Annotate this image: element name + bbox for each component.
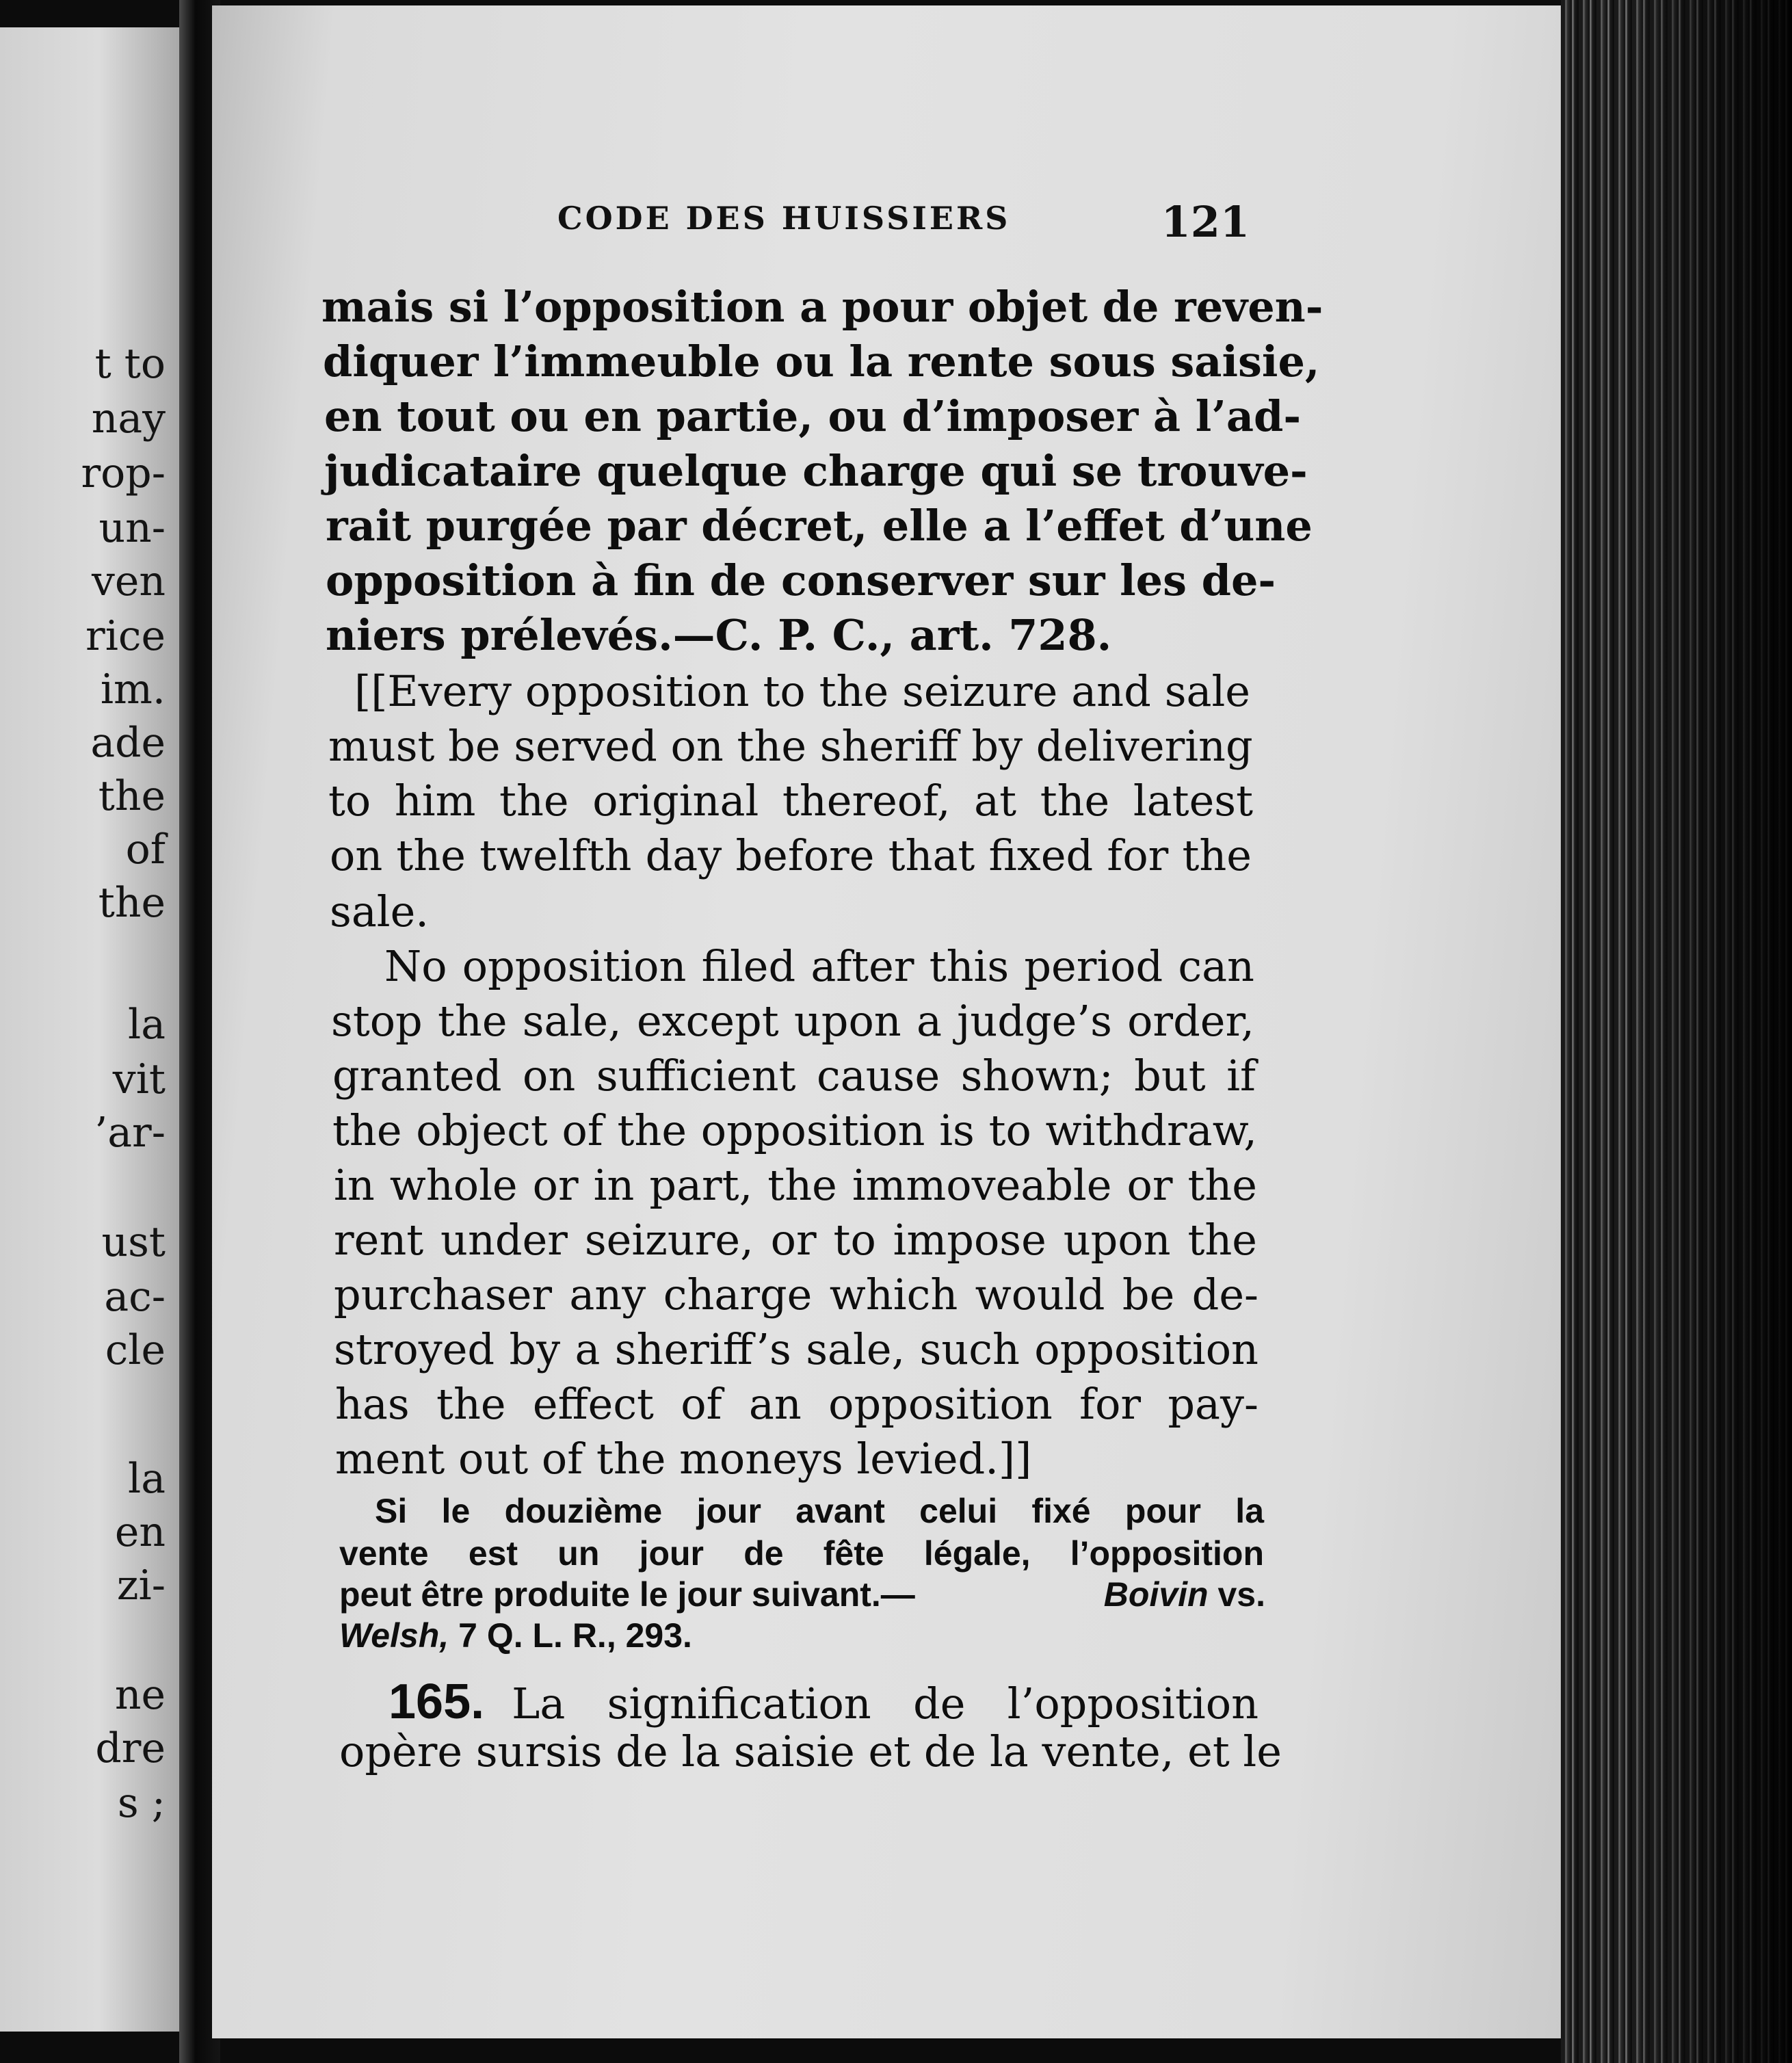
- note-line: [339, 1577, 1265, 1612]
- text-line: stroyed by a sheriff’s sale, such opposition: [334, 1324, 1259, 1374]
- note-text: peut être produite le jour suivant.—: [339, 1575, 915, 1614]
- case-name: Boivin: [1103, 1575, 1209, 1614]
- text-line: to him the original thereof, at the latest: [328, 776, 1253, 826]
- left-line: s ;: [117, 1779, 166, 1827]
- text-line: purchaser any charge which would be de-: [334, 1270, 1259, 1319]
- left-line: t to: [94, 340, 166, 388]
- left-line: nay: [91, 395, 166, 443]
- text-line: [[Every opposition to the seizure and sale: [354, 666, 1250, 716]
- text-line: No opposition filed after this period can: [384, 941, 1254, 991]
- note-citation: [1104, 1577, 1265, 1612]
- left-line: zi-: [116, 1562, 166, 1609]
- text-line: opère sursis de la saisie et de la vente, et le: [339, 1726, 1282, 1776]
- text-line: granted on sufficient cause shown; but if: [332, 1051, 1256, 1101]
- text-line: mais si l’opposition a pour objet de reven-: [321, 282, 1323, 332]
- left-line: ne: [114, 1671, 166, 1719]
- text-line: judicataire quelque charge qui se trouve-: [324, 446, 1308, 496]
- left-line: of: [125, 826, 166, 873]
- left-line: vit: [112, 1055, 166, 1103]
- left-line: im.: [100, 666, 166, 713]
- left-line: rice: [85, 612, 166, 660]
- left-line: rop-: [81, 449, 166, 497]
- page-number: 121: [1161, 197, 1250, 247]
- text-line: the object of the opposition is to withdraw,: [332, 1105, 1257, 1155]
- text-line: sale.: [330, 886, 430, 936]
- note-line: Si le douzième jour avant celui fixé pour la: [375, 1492, 1264, 1530]
- left-line: ’ar-: [94, 1109, 166, 1157]
- text-line: opposition à fin de conserver sur les de-: [326, 555, 1276, 605]
- left-line: the: [98, 879, 166, 927]
- left-line: ust: [101, 1218, 166, 1266]
- left-line: la: [128, 1001, 166, 1049]
- text-line: has the effect of an opposition for pay-: [335, 1379, 1259, 1429]
- note-line: [339, 1618, 955, 1653]
- left-line: ven: [91, 557, 166, 605]
- note-text: 7 Q. L. R., 293.: [449, 1616, 692, 1655]
- text-line: in whole or in part, the immoveable or the: [334, 1160, 1257, 1210]
- text-line: on the twelfth day before that fixed for the: [330, 830, 1252, 880]
- text-line: stop the sale, except upon a judge’s order,: [331, 996, 1254, 1046]
- case-name: Welsh,: [339, 1616, 449, 1655]
- text-line: must be served on the sheriff by delivering: [328, 721, 1253, 771]
- left-line: ade: [90, 719, 166, 767]
- running-head-title: CODE DES HUISSIERS: [557, 200, 1011, 237]
- left-line: un-: [98, 504, 166, 552]
- left-line: the: [98, 772, 166, 820]
- text-line: niers prélevés.—C. P. C., art. 728.: [326, 610, 1112, 660]
- article-number: 165.: [388, 1674, 485, 1729]
- text-line: diquer l’immeuble ou la rente sous saisie,: [323, 337, 1320, 386]
- article-text: La signification de l’opposition: [512, 1679, 1259, 1729]
- article-165-line: [388, 1674, 1259, 1729]
- text-line: rait purgée par décret, elle a l’effet d’une: [326, 501, 1313, 551]
- text-line: rent under seizure, or to impose upon the: [334, 1215, 1257, 1265]
- text-line: en tout ou en partie, ou d’imposer à l’ad-: [324, 391, 1302, 441]
- text-line: ment out of the moneys levied.]]: [335, 1434, 1032, 1484]
- left-line: ac-: [104, 1273, 166, 1321]
- left-line: cle: [105, 1326, 166, 1374]
- left-line: la: [128, 1455, 166, 1503]
- note-line: vente est un jour de fête légale, l’opposition: [339, 1534, 1264, 1573]
- left-line: dre: [95, 1724, 166, 1772]
- left-line: en: [114, 1508, 166, 1556]
- note-text: vs.: [1208, 1575, 1265, 1614]
